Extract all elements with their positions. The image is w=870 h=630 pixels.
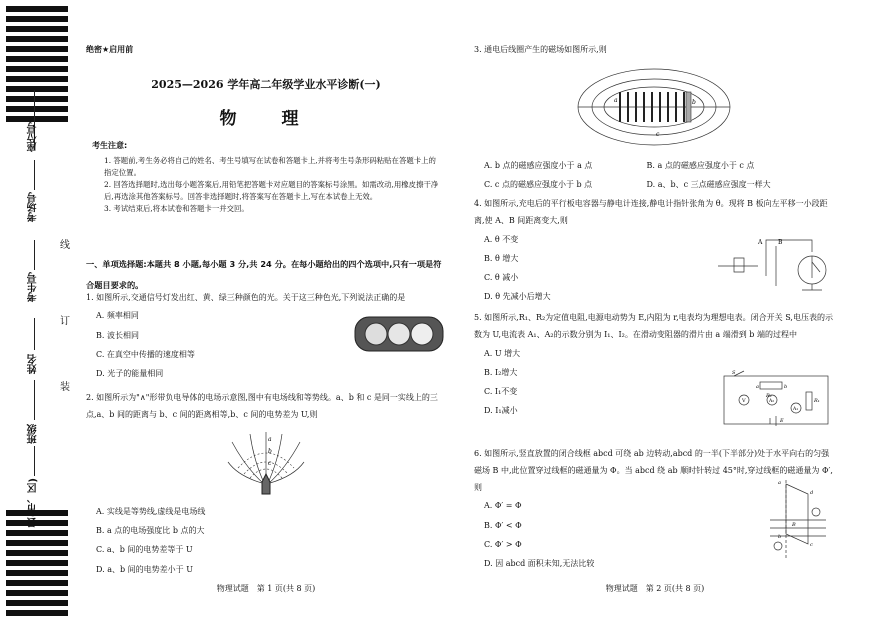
question-stem: 5. 如图所示,R₁、R₂为定值电阻,电源电动势为 E,内阻为 r,电表均为理想电表。闭合开关 S,电压表的示数为 U,电流表 A₁、A₂的示数分别为 I₁、I₂。在滑动变阻器的滑片由 a 端滑到 b 端的过程中 xyxy=(474,313,833,339)
binding-mark-bind: 装 xyxy=(60,382,70,393)
option-c: C. θ 减小 xyxy=(484,272,519,282)
source-label: E xyxy=(780,418,784,424)
question-stem: 2. 如图所示为"∧"形带负电导体的电场示意图,图中有电场线和等势线。a、b 和 c 是同一实线上的三点,a、b 间的距离与 b、c 间的距离相等,b、c 间的电势差为 U,则 xyxy=(86,393,438,419)
seat-number-label: 座位号 xyxy=(28,122,39,152)
option-c: C. Φ′ > Φ xyxy=(484,539,522,549)
binding-mark-order: 订 xyxy=(60,316,70,327)
option-d: D. 光子的能量相同 xyxy=(96,368,164,378)
point-c-label: c xyxy=(656,131,660,138)
option-a: A. Φ′ = Φ xyxy=(484,501,522,511)
question-stem: 1. 如图所示,交通信号灯发出红、黄、绿三种颜色的光。关于这三种色光,下列说法正确的是 xyxy=(86,293,406,302)
question-3 xyxy=(474,44,836,56)
point-c-label: c xyxy=(268,460,272,467)
point-b-label: b xyxy=(268,448,272,455)
plate-a-label: A xyxy=(758,239,763,246)
point-b-label: b xyxy=(692,99,696,106)
rheostat-end-a: a xyxy=(756,384,759,390)
traffic-light-figure xyxy=(354,316,444,352)
option-c: C. I₁不变 xyxy=(484,386,518,396)
note-item: 2. 回答选择题时,选出每小题答案后,用铅笔把答题卡对应题目的答案标号涂黑。如需改动,用橡皮擦干净后,再选涂其他答案标号。回答非选择题时,将答案写在答题卡上,写在本试卷上无效。 xyxy=(104,179,439,201)
exam-room-label: 考场号 xyxy=(28,192,39,222)
binding-mark-line: 线 xyxy=(60,240,70,251)
binding-margin xyxy=(0,0,78,630)
voltmeter-label: V xyxy=(742,398,746,404)
binding-stripes-top xyxy=(6,6,68,126)
confidential-mark: 绝密★启用前 xyxy=(86,45,134,54)
option-b: B. I₂增大 xyxy=(484,367,518,377)
question-3-options xyxy=(474,156,836,194)
option-a: A. U 增大 xyxy=(484,348,521,358)
page-footer: 物理试题 第 1 页(共 8 页) xyxy=(216,584,316,593)
resistor-r2-label: R₂ xyxy=(766,393,772,399)
option-b: B. Φ′ < Φ xyxy=(484,520,522,530)
option-c: C. c 点的磁感应强度小于 b 点 xyxy=(484,180,593,190)
option-d: D. a、b、c 三点磁感应强度一样大 xyxy=(646,180,771,190)
solenoid-field-figure xyxy=(574,64,734,150)
option-d: D. 因 abcd 面积未知,无法比较 xyxy=(484,558,595,568)
option-d: D. θ 先减小后增大 xyxy=(484,292,551,302)
exam-title: 2025—2026 学年高二年级学业水平诊断(一) xyxy=(151,78,381,91)
question-stem: 6. 如图所示,竖直放置的闭合线框 abcd 可绕 ab 边转动,abcd 的一半(下半部分)处于水平向右的匀强磁场 B 中,此位置穿过线框的磁通量为 Φ。当 abcd 绕 ab 顺时针转过 45°时,穿过线框的磁通量为 Φ′,则 xyxy=(474,449,833,492)
option-c: C. a、b 间的电势差等于 U xyxy=(96,545,193,555)
option-c: C. 在真空中传播的速度相等 xyxy=(96,349,195,359)
class-label: 班级 xyxy=(28,424,39,444)
option-a: A. 实线是等势线,虚线是电场线 xyxy=(96,507,206,516)
switch-label: S xyxy=(732,370,736,376)
point-a-label: a xyxy=(614,97,618,104)
resistor-r1-label: R₁ xyxy=(814,398,820,404)
question-stem: 3. 通电后线圈产生的磁场如图所示,则 xyxy=(474,45,607,54)
vertex-c-label: c xyxy=(810,542,813,548)
option-b: B. a 点的电场强度比 b 点的大 xyxy=(96,526,205,536)
notes-heading: 考生注意: xyxy=(92,141,128,150)
page-footer: 物理试题 第 2 页(共 8 页) xyxy=(605,584,705,593)
candidate-number-label: 考生号 xyxy=(28,272,39,302)
option-a: A. b 点的磁感应强度小于 a 点 xyxy=(484,161,593,170)
option-a: A. 频率相同 xyxy=(96,311,139,321)
name-label: 姓名 xyxy=(28,354,39,374)
subject-title: 物 理 xyxy=(219,109,313,129)
vertex-d-label: d xyxy=(810,490,814,496)
vertex-a-label: a xyxy=(778,480,781,486)
rheostat-end-b: b xyxy=(784,384,788,390)
capacitor-electrometer-figure xyxy=(714,232,834,294)
option-d: D. I₁减小 xyxy=(484,406,518,416)
ammeter-a2-label: A₂ xyxy=(769,399,775,404)
page-1 xyxy=(86,0,446,630)
section-heading: 一、单项选择题:本题共 8 小题,每小题 3 分,共 24 分。在每小题给出的四个选项中,只有一项是符合题目要求的。 xyxy=(86,259,442,291)
vertex-b-label: b xyxy=(778,534,782,540)
county-label: 县(市、区) xyxy=(28,478,39,528)
question-2 xyxy=(86,390,446,424)
option-b: B. θ 增大 xyxy=(484,253,519,263)
circuit-figure xyxy=(720,368,832,430)
point-a-label: a xyxy=(268,436,272,443)
option-a: A. θ 不变 xyxy=(484,234,519,244)
page-2 xyxy=(474,0,836,630)
option-b: B. 波长相同 xyxy=(96,330,139,340)
field-b-label: B xyxy=(792,522,796,528)
option-b: B. a 点的磁感应强度小于 c 点 xyxy=(646,161,755,170)
question-2-options xyxy=(86,502,446,579)
rotating-loop-figure xyxy=(764,478,830,560)
plate-b-label: B xyxy=(778,239,783,246)
candidate-notes xyxy=(92,140,442,215)
electric-field-figure xyxy=(226,428,306,496)
ammeter-a1-label: A₁ xyxy=(793,407,799,412)
note-item: 1. 答题前,考生务必将自己的姓名、考生号填写在试卷和答题卡上,并将考生号条形码粘贴在答题卡上的指定位置。 xyxy=(104,155,436,177)
note-item: 3. 考试结束后,将本试卷和答题卡一并交回。 xyxy=(104,203,249,213)
question-stem: 4. 如图所示,充电后的平行板电容器与静电计连接,静电计指针张角为 θ。现将 B 板向左平移一小段距离,使 A、B 间距离变大,则 xyxy=(474,199,828,225)
option-d: D. a、b 间的电势差小于 U xyxy=(96,564,193,574)
